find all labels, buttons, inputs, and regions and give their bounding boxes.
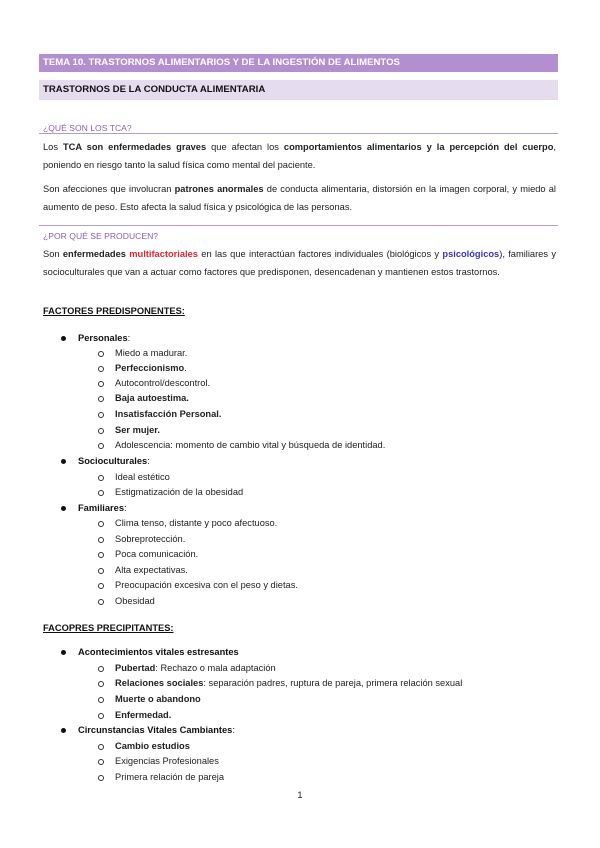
list-item: Enfermedad. — [98, 710, 171, 720]
list-item-personales: Personales: — [61, 333, 130, 343]
list-item-circunstancias: Circunstancias Vitales Cambiantes: — [61, 725, 235, 735]
question-heading-why: ¿POR QUÉ SE PRODUCEN? — [43, 231, 159, 241]
circle-bullet-icon — [98, 775, 104, 781]
heading-precipitantes: FACOPRES PRECIPITANTES: — [43, 623, 174, 633]
list-item: Sobreprotección. — [98, 534, 185, 544]
document-title: TEMA 10. TRASTORNOS ALIMENTARIOS Y DE LA INGESTIÓN DE ALIMENTOS — [39, 54, 558, 72]
list-item: Miedo a madurar. — [98, 348, 187, 358]
circle-bullet-icon — [98, 666, 104, 672]
list-item-socioculturales: Socioculturales: — [61, 456, 150, 466]
list-item: Cambio estudios — [98, 741, 190, 751]
circle-bullet-icon — [98, 475, 104, 481]
circle-bullet-icon — [98, 583, 104, 589]
list-item: Relaciones sociales: separación padres, ruptura de pareja, primera relación sexual — [98, 678, 462, 688]
circle-bullet-icon — [98, 490, 104, 496]
circle-bullet-icon — [98, 759, 104, 765]
circle-bullet-icon — [98, 697, 104, 703]
circle-bullet-icon — [98, 681, 104, 687]
bullet-icon — [61, 650, 66, 655]
list-item: Ser mujer. — [98, 425, 160, 435]
paragraph-causes: Son enfermedades multifactoriales en las que interactúan factores individuales (biológicos y psicológicos), familiares y socioculturales que van a actuar como factores que predisponen, desencadenan y mantienen estos trastornos. — [43, 249, 556, 277]
list-item: Muerte o abandono — [98, 694, 201, 704]
list-item: Autocontrol/descontrol. — [98, 378, 210, 388]
list-item: Primera relación de pareja — [98, 772, 224, 782]
circle-bullet-icon — [98, 744, 104, 750]
list-item: Obesidad — [98, 596, 155, 606]
circle-bullet-icon — [98, 381, 104, 387]
circle-bullet-icon — [98, 568, 104, 574]
list-item: Pubertad: Rechazo o mala adaptación — [98, 663, 276, 673]
circle-bullet-icon — [98, 521, 104, 527]
list-item: Estigmatización de la obesidad — [98, 487, 243, 497]
paragraph-tca-afecciones: Son afecciones que involucran patrones anormales de conducta alimentaria, distorsión en la imagen corporal, y miedo al aumento de peso. Esto afecta la salud física y psicológica de las personas. — [43, 184, 556, 212]
circle-bullet-icon — [98, 366, 104, 372]
question-heading-what: ¿QUÉ SON LOS TCA? — [43, 123, 132, 133]
list-item: Adolescencia: momento de cambio vital y búsqueda de identidad. — [98, 440, 385, 450]
circle-bullet-icon — [98, 428, 104, 434]
circle-bullet-icon — [98, 443, 104, 449]
section-subtitle: TRASTORNOS DE LA CONDUCTA ALIMENTARIA — [39, 80, 558, 100]
list-item: Alta expectativas. — [98, 565, 188, 575]
bullet-icon — [61, 459, 66, 464]
paragraph-tca-definition: Los TCA son enfermedades graves que afectan los comportamientos alimentarios y la percepción del cuerpo, poniendo en riesgo tanto la salud física como mental del paciente. — [43, 142, 556, 170]
list-item: Insatisfacción Personal. — [98, 409, 221, 419]
divider — [39, 225, 558, 226]
bullet-icon — [61, 728, 66, 733]
circle-bullet-icon — [98, 713, 104, 719]
list-item: Exigencias Profesionales — [98, 756, 219, 766]
list-item: Clima tenso, distante y poco afectuoso. — [98, 518, 277, 528]
heading-predisponentes: FACTORES PREDISPONENTES: — [43, 306, 185, 316]
circle-bullet-icon — [98, 537, 104, 543]
circle-bullet-icon — [98, 351, 104, 357]
circle-bullet-icon — [98, 599, 104, 605]
page-number: 1 — [297, 790, 303, 800]
divider — [39, 133, 558, 134]
circle-bullet-icon — [98, 396, 104, 402]
list-item: Baja autoestima. — [98, 393, 189, 403]
list-item-acontecimientos: Acontecimientos vitales estresantes — [61, 647, 239, 657]
list-item: Preocupación excesiva con el peso y dietas. — [98, 580, 298, 590]
bullet-icon — [61, 506, 66, 511]
circle-bullet-icon — [98, 412, 104, 418]
bullet-icon — [61, 336, 66, 341]
list-item: Ideal estético — [98, 472, 170, 482]
list-item-familiares: Familiares: — [61, 503, 127, 513]
circle-bullet-icon — [98, 552, 104, 558]
list-item: Poca comunicación. — [98, 549, 198, 559]
list-item: Perfeccionismo. — [98, 363, 187, 373]
